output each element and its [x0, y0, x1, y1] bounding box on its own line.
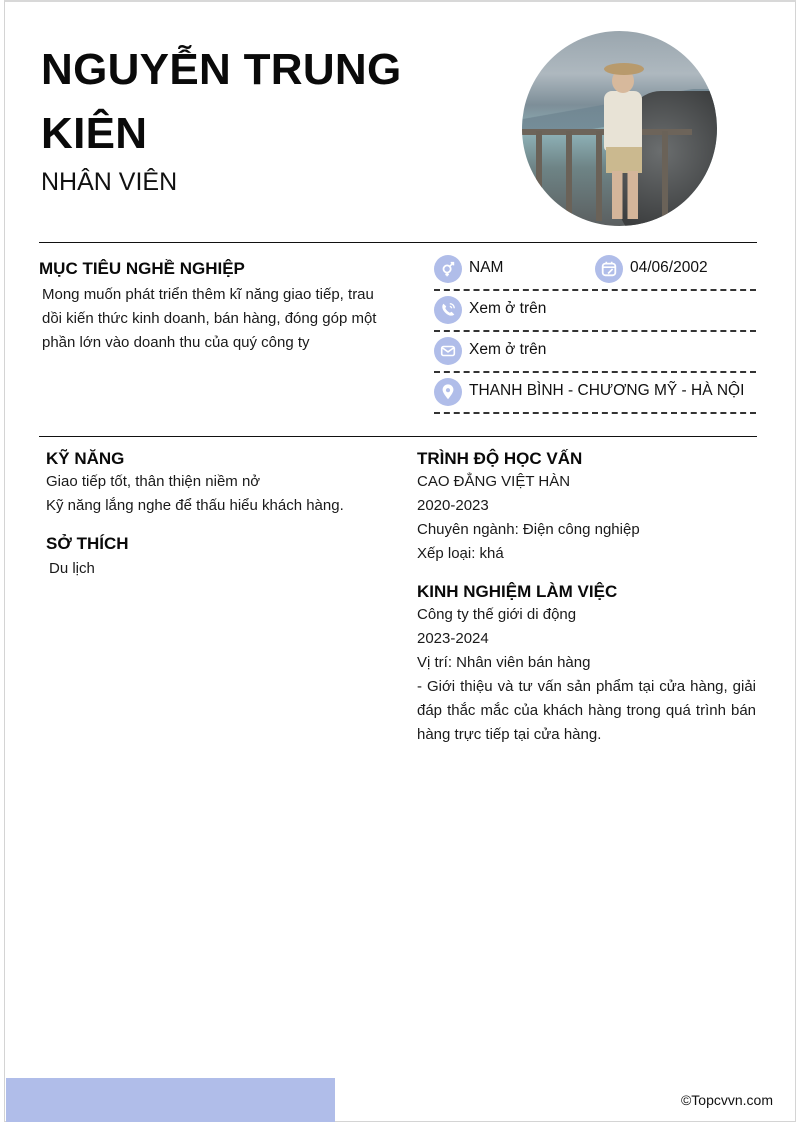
skill-item: Giao tiếp tốt, thân thiện niềm nở	[46, 473, 261, 490]
experience-position: Vị trí: Nhân viên bán hàng	[417, 654, 591, 671]
education-major: Chuyên ngành: Điện công nghiệp	[417, 521, 640, 538]
objective-text	[42, 283, 422, 355]
hobby-item: Du lịch	[49, 560, 95, 577]
hobbies-title: SỞ THÍCH	[46, 534, 129, 553]
education-title: TRÌNH ĐỘ HỌC VẤN	[417, 449, 583, 468]
gender-value: NAM	[469, 259, 504, 276]
objective-line: dồi kiến thức kinh doanh, bán hàng, đóng góp một	[42, 310, 377, 327]
email-value: Xem ở trên	[469, 341, 547, 358]
education-details	[417, 470, 757, 566]
experience-description: - Giới thiệu và tư vấn sản phẩm tại cửa hàng, giải đáp thắc mắc của khách hàng trong quá trình bán hàng trực tiếp tại cửa hàng.	[417, 678, 756, 743]
skills-title: KỸ NĂNG	[46, 449, 125, 468]
email-icon	[434, 337, 462, 365]
objective-title: MỤC TIÊU NGHỀ NGHIỆP	[39, 259, 245, 278]
info-row-address	[434, 373, 756, 414]
location-pin-icon	[434, 378, 462, 406]
candidate-name: NGUYỄN TRUNG KIÊN	[41, 45, 402, 158]
profile-photo	[522, 31, 717, 226]
experience-details	[417, 603, 756, 747]
calendar-icon	[595, 255, 623, 283]
address-value: THANH BÌNH - CHƯƠNG MỸ - HÀ NỘI	[469, 382, 745, 399]
experience-title: KINH NGHIỆM LÀM VIỆC	[417, 582, 618, 601]
phone-icon	[434, 296, 462, 324]
experience-period: 2023-2024	[417, 630, 489, 647]
hobbies-list	[49, 557, 409, 581]
education-grade: Xếp loại: khá	[417, 545, 504, 562]
skills-list	[46, 470, 406, 518]
objective-line: phần lớn vào doanh thu của quý công ty	[42, 334, 310, 351]
cv-page	[4, 0, 796, 1122]
phone-value: Xem ở trên	[469, 300, 547, 317]
info-row-phone	[434, 291, 756, 332]
birthday-value: 04/06/2002	[630, 259, 708, 276]
footer-copyright: ©Topcvvn.com	[680, 1092, 773, 1108]
divider-middle	[39, 436, 757, 437]
experience-company: Công ty thế giới di động	[417, 606, 577, 623]
education-school: CAO ĐẲNG VIỆT HÀN	[417, 473, 571, 490]
objective-line: Mong muốn phát triển thêm kĩ năng giao tiếp, trau	[42, 286, 374, 303]
footer-accent-bar	[6, 1078, 335, 1122]
info-row-email	[434, 332, 756, 373]
skill-item: Kỹ năng lắng nghe để thấu hiểu khách hàng.	[46, 497, 344, 514]
education-period: 2020-2023	[417, 497, 489, 514]
candidate-role: NHÂN VIÊN	[41, 168, 178, 196]
divider-top	[39, 242, 757, 243]
info-row-gender-birthday	[434, 250, 756, 291]
gender-icon	[434, 255, 462, 283]
